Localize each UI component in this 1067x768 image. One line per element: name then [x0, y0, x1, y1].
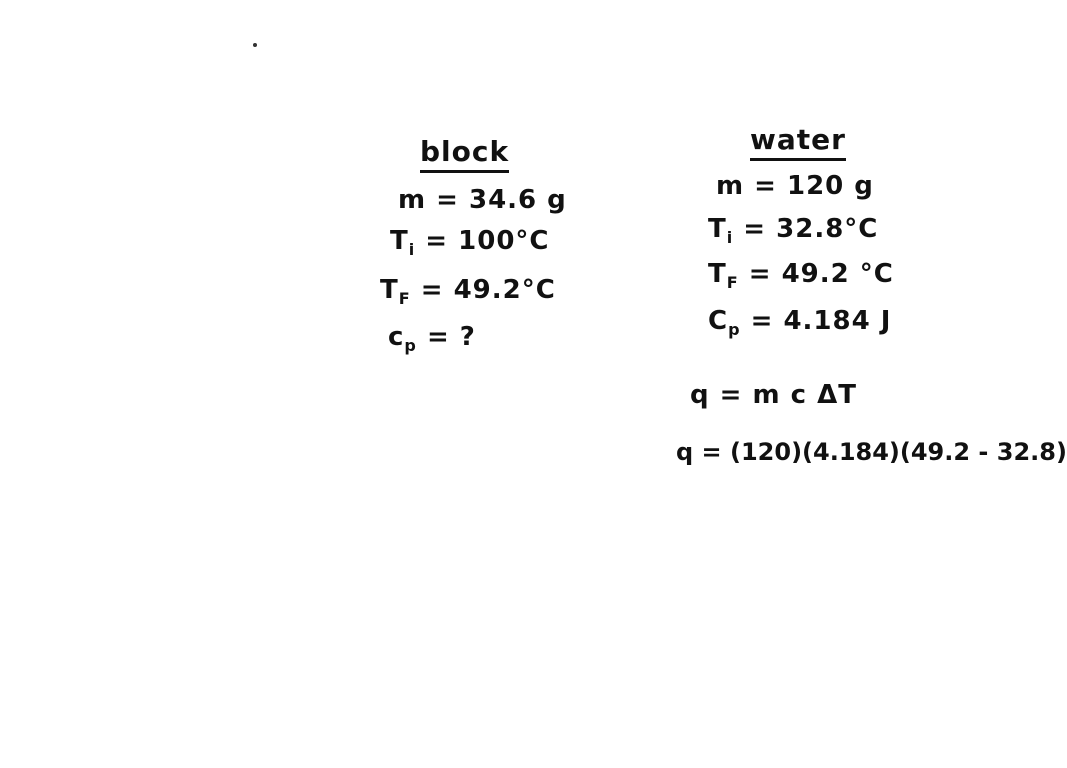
block-ti-symbol: T [390, 226, 409, 256]
block-heading: block [420, 138, 509, 173]
water-heading: water [750, 126, 846, 161]
water-tf-sub: F [726, 273, 739, 292]
block-specific-heat [388, 324, 476, 354]
block-mass: m = 34.6 g [398, 185, 567, 215]
water-initial-temp [708, 216, 878, 246]
water-mass: m = 120 g [716, 171, 874, 201]
water-cp-symbol: C [708, 306, 729, 336]
block-cp-sub: p [404, 336, 417, 355]
water-specific-heat [708, 308, 891, 338]
block-tf-sub: F [398, 289, 411, 308]
block-cp-symbol: c [388, 322, 405, 352]
heat-formula: q = m c ΔT [690, 380, 857, 410]
water-final-temp [708, 261, 894, 291]
water-tf-value: = 49.2 °C [748, 259, 894, 289]
water-ti-value: = 32.8°C [743, 214, 879, 244]
water-ti-symbol: T [708, 214, 727, 244]
block-ti-value: = 100°C [425, 226, 550, 256]
water-cp-sub: p [728, 320, 741, 339]
block-cp-value: = ? [426, 322, 476, 352]
block-tf-value: = 49.2°C [420, 275, 556, 305]
water-cp-value: = 4.184 J [750, 306, 892, 336]
block-ti-sub: i [408, 240, 416, 259]
water-tf-symbol: T [708, 259, 727, 289]
stray-pen-mark [253, 43, 257, 47]
heat-substitution: q = (120)(4.184)(49.2 - 32.8) [676, 438, 1067, 466]
water-ti-sub: i [726, 228, 734, 247]
block-initial-temp [390, 228, 550, 258]
block-final-temp [380, 277, 556, 307]
block-tf-symbol: T [380, 275, 399, 305]
